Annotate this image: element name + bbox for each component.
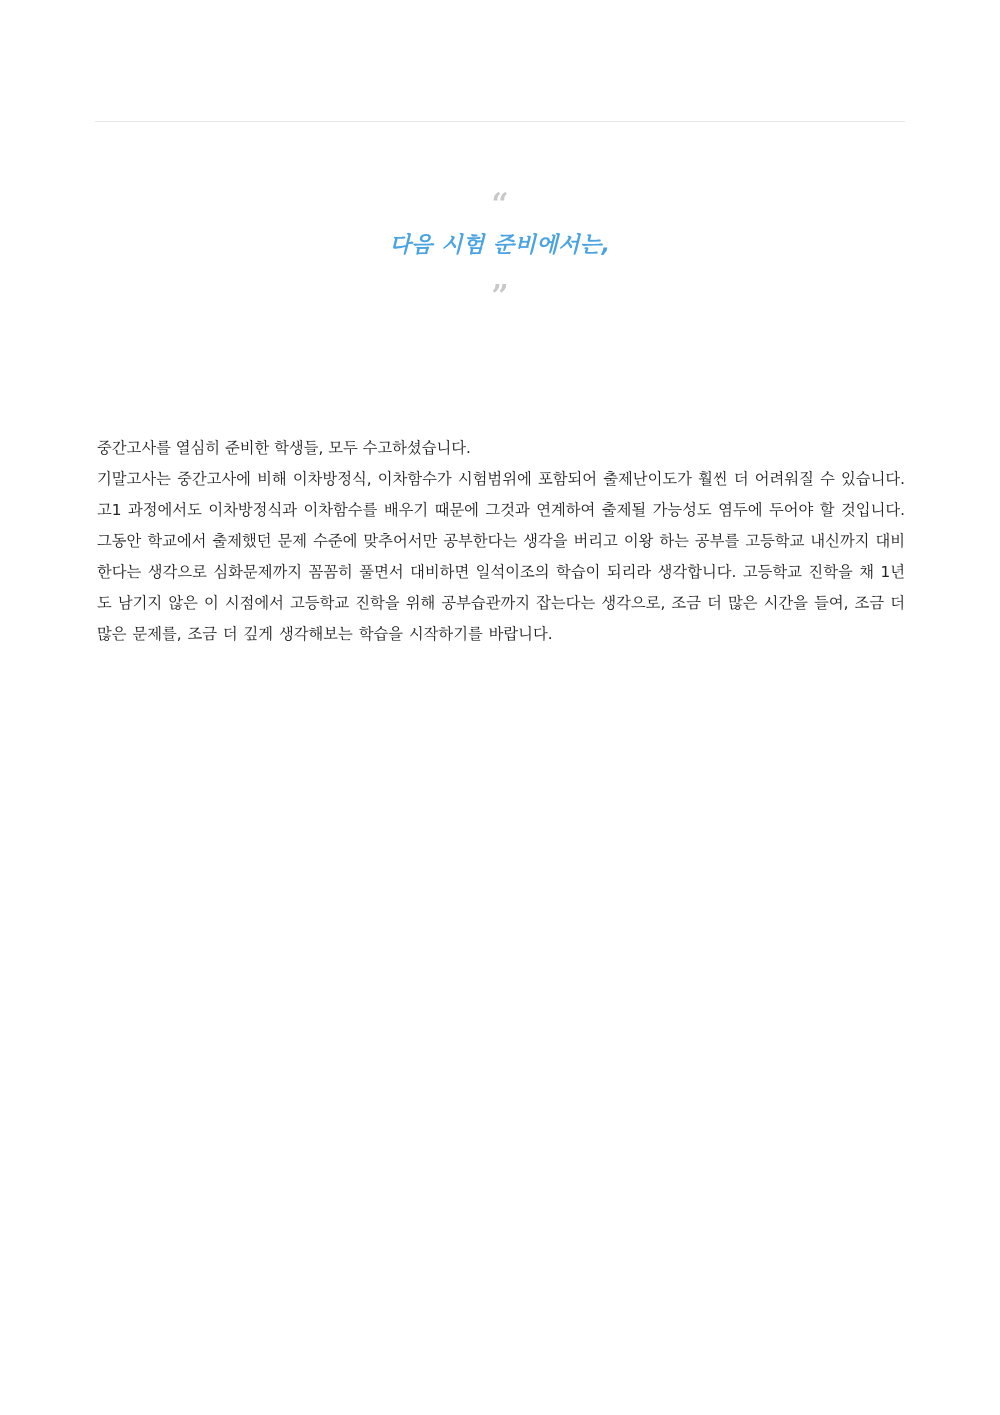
close-quote-icon: ”: [491, 279, 509, 314]
page-title: 다음 시험 준비에서는,: [389, 233, 611, 258]
header-divider: [95, 121, 905, 122]
advice-paragraph: 기말고사는 중간고사에 비해 이차방정식, 이차함수가 시험범위에 포함되어 출제난이도가 훨씬 더 어려워질 수 있습니다. 고1 과정에서도 이차방정식과 이차함수를 배우기 때문에 그것과 연계하여 출제될 가능성도 염두에 두어야 할 것입니다. 그동안 학교에서 출제했던 문제 수준에 맞추어서만 공부한다는 생각을 버리고 이왕 하는 공부를 고등학교 내신까지 대비한다는 생각으로 심화문제까지 꼼꼼히 풀면서 대비하면 일석이조의 학습이 되리라 생각합니다. 고등학교 진학을 채 1년도 남기지 않은 이 시점에서 고등학교 진학을 위해 공부습관까지 잡는다는 생각으로, 조금 더 많은 시간을 들여, 조금 더 많은 문제를, 조금 더 깊게 생각해보는 학습을 시작하기를 바랍니다.: [97, 470, 905, 643]
open-quote-icon: “: [491, 187, 509, 222]
greeting-line: 중간고사를 열심히 준비한 학생들, 모두 수고하셨습니다.: [97, 439, 471, 457]
body-text: [97, 433, 905, 650]
